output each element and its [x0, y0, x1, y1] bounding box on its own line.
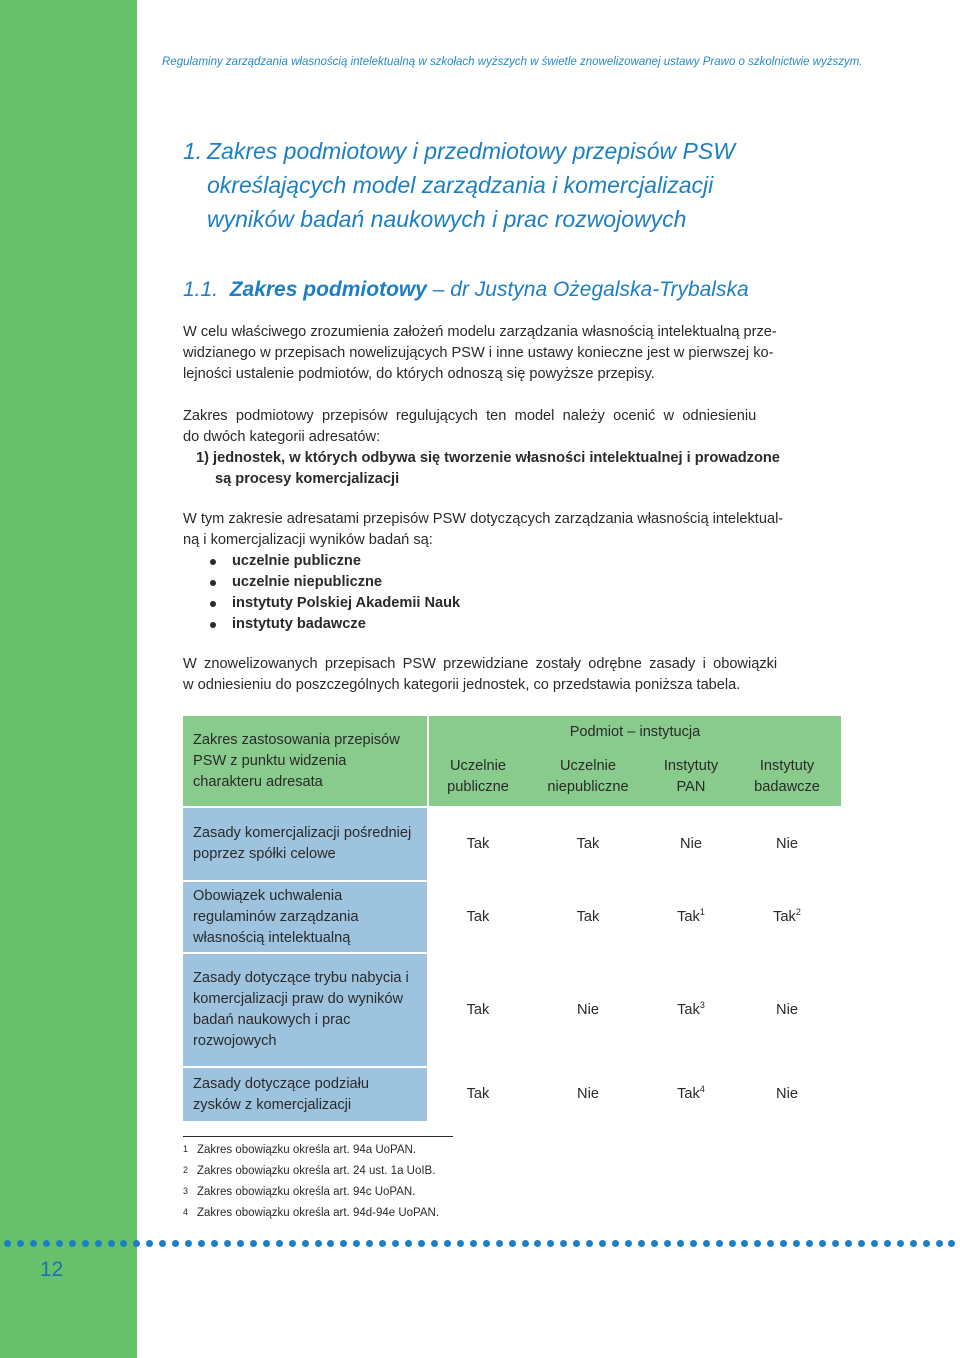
cell-value: Tak — [576, 908, 600, 925]
table-row — [183, 807, 841, 881]
footnote — [183, 1186, 415, 1198]
dot — [405, 1240, 412, 1247]
table-cell — [428, 881, 527, 953]
dot — [923, 1240, 930, 1247]
subsection-author: – dr Justyna Ożegalska-Trybalska — [432, 278, 749, 301]
dot — [30, 1240, 37, 1247]
dot — [263, 1240, 270, 1247]
dot — [69, 1240, 76, 1247]
subsection-number: 1.1. — [183, 278, 219, 301]
table-cell — [527, 881, 649, 953]
dot — [884, 1240, 891, 1247]
dot — [379, 1240, 386, 1247]
footnote-ref: 1 — [699, 906, 705, 917]
table-cell — [649, 807, 733, 881]
text-line: do dwóch kategorii adresatów: — [183, 429, 381, 445]
dot — [845, 1240, 852, 1247]
heading-line: wyników badań naukowych i prac rozwojowych — [207, 206, 687, 232]
dot — [4, 1240, 11, 1247]
scope-table — [183, 716, 841, 1121]
cell-value: Tak — [677, 1001, 700, 1018]
dot — [211, 1240, 218, 1247]
table-cell — [527, 807, 649, 881]
footnote-number: 2 — [183, 1165, 189, 1175]
dot — [573, 1240, 580, 1247]
text-line: W celu właściwego zrozumienia założeń modelu zarządzania własnością intelektualną prze- — [183, 324, 777, 340]
text-line: W znowelizowanych przepisach PSW przewidziane zostały odrębne zasady i obowiązki — [183, 656, 778, 672]
cell-value: Nie — [776, 835, 798, 852]
list-item: instytuty Polskiej Akademii Nauk — [210, 593, 460, 614]
page-number: 12 — [40, 1258, 64, 1281]
footnote-divider — [183, 1136, 453, 1137]
dot — [224, 1240, 231, 1247]
text-line: są procesy komercjalizacji — [215, 471, 400, 487]
footnote — [183, 1207, 439, 1219]
addressee-list — [210, 551, 460, 635]
table-row — [183, 1067, 841, 1121]
dot — [444, 1240, 451, 1247]
dot — [741, 1240, 748, 1247]
table-row — [183, 881, 841, 953]
table-corner-cell: Zakres zastosowania przepisów PSW z punktu widzenia charakteru adresata — [183, 716, 428, 807]
footnote — [183, 1165, 435, 1177]
sidebar-green-bar — [0, 0, 137, 1358]
paragraph-2 — [183, 406, 823, 448]
dot — [767, 1240, 774, 1247]
dot — [910, 1240, 917, 1247]
footnote-text: Zakres obowiązku określa art. 94d-94e UoPAN. — [197, 1207, 440, 1219]
paragraph-3 — [183, 509, 823, 551]
dot — [95, 1240, 102, 1247]
dot — [289, 1240, 296, 1247]
heading-line: określających model zarządzania i komercjalizacji — [207, 172, 714, 198]
dot — [625, 1240, 632, 1247]
dot — [612, 1240, 619, 1247]
list-item: uczelnie publiczne — [210, 551, 460, 572]
row-label: Zasady komercjalizacji pośredniej poprzez spółki celowe — [183, 807, 428, 881]
footnote — [183, 1144, 416, 1156]
dot — [806, 1240, 813, 1247]
table-group-header: Podmiot – instytucja — [569, 723, 701, 740]
text-line: w odniesieniu do poszczególnych kategorii jednostek, co przedstawia poniższa tabela. — [183, 677, 741, 693]
footnote-ref: 3 — [699, 999, 705, 1010]
dot — [198, 1240, 205, 1247]
table-cell — [428, 953, 527, 1067]
footnote-text: Zakres obowiązku określa art. 24 ust. 1a UoIB. — [197, 1165, 436, 1177]
dot — [457, 1240, 464, 1247]
dot — [586, 1240, 593, 1247]
dot — [108, 1240, 115, 1247]
column-header: Uczelnie niepubliczne — [547, 758, 629, 796]
dot — [496, 1240, 503, 1247]
dot — [392, 1240, 399, 1247]
list-item: instytuty badawcze — [210, 614, 460, 635]
dot — [237, 1240, 244, 1247]
paragraph-4 — [183, 654, 823, 696]
section-heading-1-1 — [183, 278, 749, 302]
dot — [936, 1240, 943, 1247]
table-cell — [649, 953, 733, 1067]
running-header: Regulaminy zarządzania własnością intelektualną w szkołach wyższych w świetle znowelizowanej ustawy Prawo o szkolnictwie wyższym. — [162, 56, 863, 68]
dot — [716, 1240, 723, 1247]
dot — [534, 1240, 541, 1247]
table-cell — [428, 807, 527, 881]
cell-value: Nie — [577, 1001, 599, 1018]
table-cell — [733, 807, 841, 881]
column-header: Instytuty PAN — [663, 758, 719, 796]
text-line: 1) jednostek, w których odbywa się tworzenie własności intelektualnej i prowadzone — [196, 450, 780, 466]
table-cell — [527, 1067, 649, 1121]
text-line: ną i komercjalizacji wyników badań są: — [183, 532, 433, 548]
dot — [871, 1240, 878, 1247]
column-header: Uczelnie publiczne — [447, 758, 509, 796]
dot — [133, 1240, 140, 1247]
dot — [56, 1240, 63, 1247]
cell-value: Nie — [680, 835, 702, 852]
dot — [483, 1240, 490, 1247]
text-line: lejności ustalenie podmiotów, do których odnoszą się powyższe przepisy. — [183, 366, 655, 382]
list-item: uczelnie niepubliczne — [210, 572, 460, 593]
dot — [418, 1240, 425, 1247]
cell-value: Tak — [466, 835, 490, 852]
dotted-rule — [0, 1240, 960, 1248]
dot — [276, 1240, 283, 1247]
dot — [302, 1240, 309, 1247]
dot — [172, 1240, 179, 1247]
subsection-label: Zakres podmiotowy — [229, 278, 427, 301]
dot — [754, 1240, 761, 1247]
cell-value: Tak — [677, 908, 700, 925]
dot — [146, 1240, 153, 1247]
heading-line: Zakres podmiotowy i przedmiotowy przepisów PSW — [207, 138, 735, 164]
dot — [340, 1240, 347, 1247]
footnote-number: 4 — [183, 1207, 189, 1217]
cell-value: Tak — [466, 1086, 490, 1102]
dot — [185, 1240, 192, 1247]
table-cell — [527, 953, 649, 1067]
row-label: Zasady dotyczące podziału zysków z komercjalizacji — [183, 1067, 428, 1121]
dot — [353, 1240, 360, 1247]
table-cell — [733, 1067, 841, 1121]
dot — [120, 1240, 127, 1247]
dot — [819, 1240, 826, 1247]
dot — [522, 1240, 529, 1247]
cell-value: Nie — [776, 1001, 798, 1018]
cell-value: Tak — [576, 835, 600, 852]
footnote-ref: 4 — [699, 1084, 705, 1095]
dot — [599, 1240, 606, 1247]
table-cell — [649, 881, 733, 953]
row-label: Obowiązek uchwalenia regulaminów zarządzania własnością intelektualną — [183, 881, 428, 953]
dot — [729, 1240, 736, 1247]
text-line: Zakres podmiotowy przepisów regulujących ten model należy ocenić w odniesieniu — [183, 408, 757, 424]
section-heading-1 — [183, 134, 883, 236]
dot — [327, 1240, 334, 1247]
dot — [547, 1240, 554, 1247]
dot — [159, 1240, 166, 1247]
dot — [560, 1240, 567, 1247]
cell-value: Nie — [577, 1086, 599, 1102]
footnote-number: 1 — [183, 1144, 189, 1154]
table-cell — [428, 1067, 527, 1121]
table-cell — [733, 881, 841, 953]
dot — [470, 1240, 477, 1247]
dot — [703, 1240, 710, 1247]
dot — [664, 1240, 671, 1247]
dot — [366, 1240, 373, 1247]
dot — [638, 1240, 645, 1247]
column-header: Instytuty badawcze — [754, 758, 820, 796]
addressee-item — [196, 448, 836, 490]
dot — [431, 1240, 438, 1247]
dot — [832, 1240, 839, 1247]
table-row — [183, 953, 841, 1067]
dot — [897, 1240, 904, 1247]
table-header-row — [183, 716, 841, 748]
dot — [82, 1240, 89, 1247]
cell-value: Tak — [773, 908, 796, 925]
dot — [509, 1240, 516, 1247]
cell-value: Tak — [677, 1086, 700, 1102]
dot — [858, 1240, 865, 1247]
dot — [677, 1240, 684, 1247]
cell-value: Nie — [776, 1086, 798, 1102]
dot — [793, 1240, 800, 1247]
footnote-text: Zakres obowiązku określa art. 94a UoPAN. — [197, 1144, 417, 1156]
dot — [250, 1240, 257, 1247]
footnote-ref: 2 — [795, 906, 801, 917]
footnote-number: 3 — [183, 1186, 189, 1196]
dot — [43, 1240, 50, 1247]
dot — [690, 1240, 697, 1247]
dot — [780, 1240, 787, 1247]
dot — [948, 1240, 955, 1247]
text-line: W tym zakresie adresatami przepisów PSW dotyczących zarządzania własnością intelektual- — [183, 511, 784, 527]
section-number: 1. — [183, 138, 203, 164]
cell-value: Tak — [466, 1001, 490, 1018]
table-cell — [733, 953, 841, 1067]
cell-value: Tak — [466, 908, 490, 925]
dot — [17, 1240, 24, 1247]
footnote-text: Zakres obowiązku określa art. 94c UoPAN. — [197, 1186, 416, 1198]
row-label: Zasady dotyczące trybu nabycia i komercjalizacji praw do wyników badań naukowych i prac rozwojowych — [183, 953, 428, 1067]
dot — [315, 1240, 322, 1247]
text-line: widzianego w przepisach nowelizujących PSW i inne ustawy konieczne jest w pierwszej ko- — [183, 345, 774, 361]
dot — [651, 1240, 658, 1247]
table-cell — [649, 1067, 733, 1121]
paragraph-1 — [183, 322, 823, 385]
